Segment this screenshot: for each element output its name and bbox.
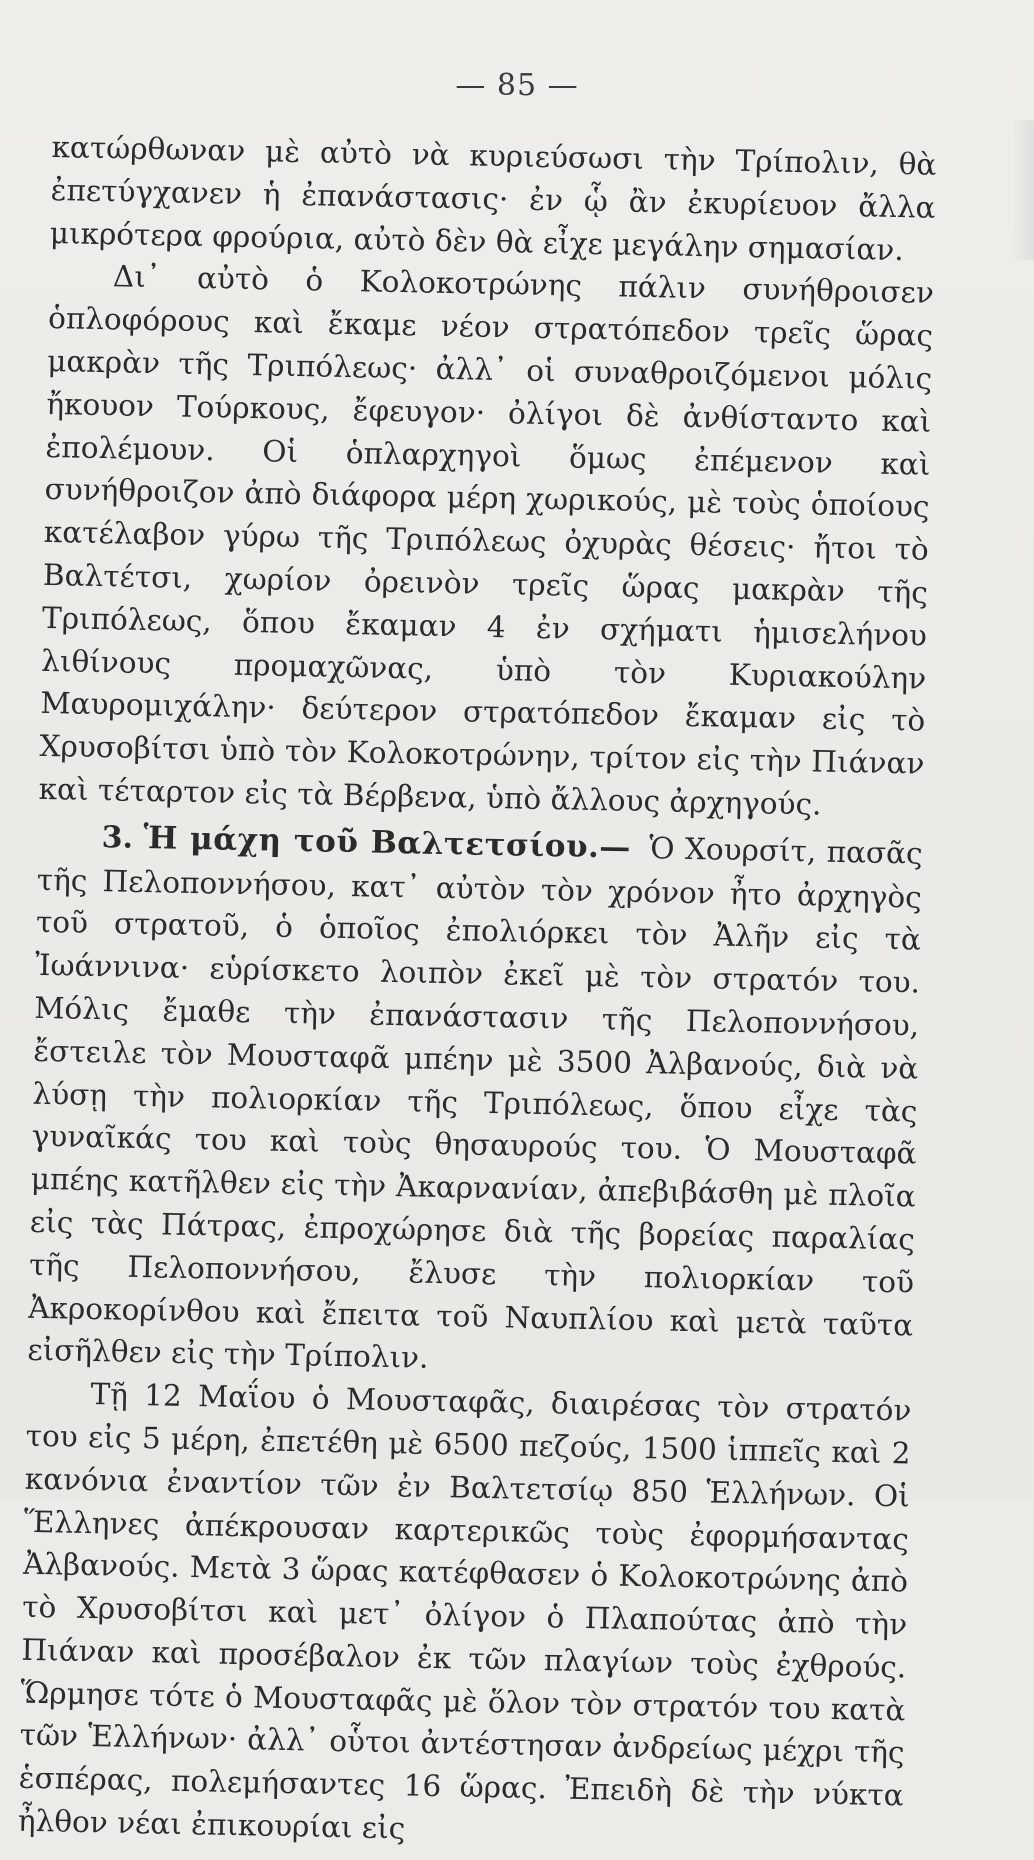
paragraph-1: κατώρθωναν μὲ αὐτὸ νὰ κυριεύσωσι τὴν Τρίπολιν, θὰ ἐπετύγχανεν ἡ ἐπανάστασις· ἐν ᾧ ἂν ἐκυρίευον ἄλλα μικρότερα φρούρια, αὐτὸ δὲν θὰ εἶχε μεγάλην σημασίαν.	[49, 129, 937, 267]
section-number: 3.	[101, 819, 134, 856]
page-edge-shadow	[1012, 120, 1034, 260]
page-number: — 85 —	[455, 68, 579, 103]
paragraph-4: Τῇ 12 Μαΐου ὁ Μουσταφᾶς, διαιρέσας τὸν στρατόν του εἰς 5 μέρη, ἐπετέθη μὲ 6500 πεζούς, 1500 ἱππεῖς καὶ 2 κανόνια ἐναντίον τῶν ἐν Βαλτετσίῳ 850 Ἑλλήνων. Οἱ Ἕλληνες ἀπέκρουσαν καρτερικῶς τοὺς ἐφορμήσαντας Ἀλβανούς. Μετὰ 3 ὥρας κατέφθασεν ὁ Κολοκοτρώνης ἀπὸ τὸ Χρυσοβίτσι καὶ μετ᾽ ὀλίγον ὁ Πλαπούτας ἀπὸ τὴν Πιάναν καὶ προσέβαλον ἐκ τῶν πλαγίων τοὺς ἐχθρούς. Ὥρμησε τότε ὁ Μουσταφᾶς μὲ ὅλον τὸν στρατόν του κατὰ τῶν Ἑλλήνων· ἀλλ᾽ οὗτοι ἀντέστησαν ἀνδρείως μέχρι τῆς ἑσπέρας, πολεμήσαντες 16 ὥρας. Ἐπειδὴ δὲ τὴν νύκτα ἦλθον νέαι ἐπικουρίαι εἰς	[17, 1377, 912, 1846]
section-paragraph	[27, 815, 923, 1390]
paragraph-3: Ὁ Χουρσίτ, πασᾶς τῆς Πελοποννήσου, κατ᾽ αὐτὸν τὸν χρόνον ἦτο ἀρχηγὸς τοῦ στρατοῦ, ὁ ὁποῖος ἐπολιόρκει τὸν Ἀλῆν εἰς τὰ Ἰωάννινα· εὑρίσκετο λοιπὸν ἐκεῖ μὲ τὸν στρατόν του. Μόλις ἔμαθε τὴν ἐπανάστασιν τῆς Πελοποννήσου, ἔστειλε τὸν Μουσταφᾶ μπέην μὲ 3500 Ἀλβανούς, διὰ νὰ λύσῃ τὴν πολιορκίαν τῆς Τριπόλεως, ὅπου εἶχε τὰς γυναῖκάς του καὶ τοὺς θησαυρούς του. Ὁ Μουσταφᾶ μπέης κατῆλθεν εἰς τὴν Ἀκαρνανίαν, ἀπεβιβάσθη μὲ πλοῖα εἰς τὰς Πάτρας, ἐπροχώρησε διὰ τῆς βορείας παραλίας τῆς Πελοποννήσου, ἔλυσε τὴν πολιορκίαν τοῦ Ἀκροκορίνθου καὶ ἔπειτα τοῦ Ναυπλίου καὶ μετὰ ταῦτα εἰσῆλθεν εἰς τὴν Τρίπολιν.	[27, 830, 923, 1376]
paragraph-2: Δι᾽ αὐτὸ ὁ Κολοκοτρώνης πάλιν συνήθροισεν ὁπλοφόρους καὶ ἔκαμε νέον στρατόπεδον τρεῖς ὥρας μακρὰν τῆς Τριπόλεως· ἀλλ᾽ οἱ συναθροιζόμενοι μόλις ἤκουον Τούρκους, ἔφευγον· ὀλίγοι δὲ ἀνθίσταντο καὶ ἐπολέμουν. Οἱ ὁπλαρχηγοὶ ὅμως ἐπέμενον καὶ συνήθροιζον ἀπὸ διάφορα μέρη χωρικούς, μὲ τοὺς ὁποίους κατέλαβον γύρω τῆς Τριπόλεως ὀχυρὰς θέσεις· ἤτοι τὸ Βαλτέτσι, χωρίον ὀρεινὸν τρεῖς ὥρας μακρὰν τῆς Τριπόλεως, ὅπου ἔκαμαν 4 ἐν σχήματι ἡμισελήνου λιθίνους προμαχῶνας, ὑπὸ τὸν Κυριακούλην Μαυρομιχάλην· δεύτερον στρατόπεδον ἔκαμαν εἰς τὸ Χρυσοβίτσι ὑπὸ τὸν Κολοκοτρώνην, τρίτον εἰς τὴν Πιάναν καὶ τέταρτον εἰς τὰ Βέρβενα, ὑπὸ ἄλλους ἀρχηγούς.	[38, 259, 935, 822]
body-text	[18, 126, 937, 1860]
section-title: Ἡ μάχη τοῦ Βαλτετσίου.—	[143, 819, 632, 866]
